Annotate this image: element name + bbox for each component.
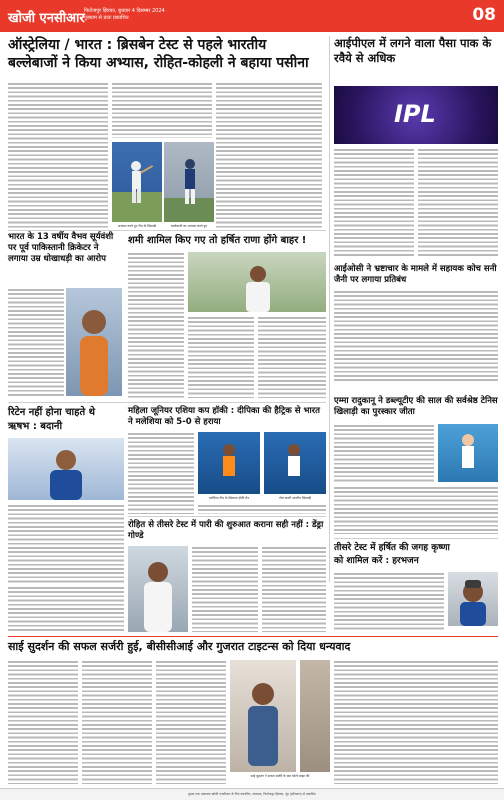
footer-imprint: मुद्रक तथा प्रकाशक खोजी एनसीआर के लिए प्रकाशित, संपादक, फिरोजपुर झिरका, नूंह (हरियाणा) से प्रकाशित [0,788,504,800]
harbhajan-body [334,572,444,632]
sai-hospital-icon [230,660,296,772]
harbhajan-headline [334,542,498,568]
ipl-headline: आईपीएल में लगने वाला पैसा पाक के रवैये से अधिक [334,36,492,65]
hockey-player-icon [198,432,260,494]
column-divider [329,36,330,582]
hockey-caption-left: मलेशिया टीम के खिलाफ हॉकी मैच [208,496,250,500]
ipl-logo-text: IPL [394,100,436,128]
rohit-body-col1 [192,546,258,632]
lead-headline [8,36,326,72]
edition-info [84,8,165,22]
emma-headline: एम्मा रादुकानू ने डब्ल्यूटीए की साल की सर्वश्रेष्ठ टेनिस खिलाड़ी का पुरस्कार जीता [334,396,498,417]
rohit-headline: रोहित से तीसरे टेस्ट में पारी की शुरुआत कराना सही नहीं : डेंड्रा गोण्डे [128,520,324,541]
lead-photo-right [164,142,214,222]
sai-body-col4 [334,660,498,784]
lead-photo-left [112,142,162,222]
ipl-body-col2 [418,148,498,258]
section-divider-4 [334,538,498,539]
shami-photo [188,252,326,312]
hockey-body-col2 [198,504,326,514]
rishabh-body [8,504,124,584]
shami-body-col2 [188,316,254,398]
harbhajan-portrait-icon [448,572,498,626]
emma-photo [438,424,498,482]
sai-photo-right [300,660,330,772]
hockey-caption-right: गोल करती भारतीय खिलाड़ी [278,496,312,500]
hockey-photo-left [198,432,260,494]
lead-caption-left: अभ्यास करते हुए टीम के खिलाड़ी [117,224,157,228]
hockey-goal-icon [264,432,326,494]
lead-caption-right: बल्लेबाजी का अभ्यास करते हुए [170,224,208,228]
surya-headline: भारत के 13 वर्षीय वैभव सूर्यवंशी पर पूर्व पाकिस्तानी क्रिकेटर ने लगाया उम्र धोखाधड़ी का आरोप [8,232,114,264]
rohit-portrait-icon [128,546,188,632]
rishabh-headline-line2: ऋषभ : बदानी [8,421,63,432]
section-divider-3 [128,516,326,517]
surya-body [8,288,64,396]
bowler-figure-icon [188,252,326,312]
lead-body-col2 [112,82,212,138]
page-number: 08 [472,5,496,25]
hockey-photo-right [264,432,326,494]
emma-body [334,424,434,482]
sai-body-col2 [82,660,152,784]
rishabh-photo [8,438,124,500]
sai-headline: साई सुदर्शन की सफल सर्जरी हुई, बीसीसीआई और गुजरात टाइटन्स को दिया धन्यवाद [8,640,351,653]
rishabh-headline [8,406,124,434]
edition-place: गुरुग्राम से प्रातः प्रकाशित [84,15,129,21]
sai-body-col1 [8,660,78,784]
cricketer-portrait-icon [8,438,124,500]
emma-body-2 [334,486,498,534]
batsman-figure-icon [112,142,162,222]
newspaper-logo: खोजी एनसीआर [8,11,85,26]
sai-photo-left [230,660,296,772]
tennis-player-icon [438,424,498,482]
harbhajan-headline-line1: तीसरे टेस्ट में हर्षित की जगह कृष्णा [334,543,450,553]
ioc-body [334,290,498,382]
lead-headline-line1: ऑस्ट्रेलिया / भारत : ब्रिसबेन टेस्ट से पहले भारतीय [8,37,267,53]
bottom-section-rule [8,636,498,637]
sai-body-col3 [156,660,226,784]
rohit-body-col2 [262,546,326,632]
surya-photo [66,288,122,396]
lead-body-col1 [8,82,108,230]
shami-headline: शमी शामिल किए गए तो हर्षित राणा होंगे बाहर ! [128,235,307,246]
player-portrait-icon [66,288,122,396]
section-divider [8,230,326,231]
shami-body-col3 [258,316,326,398]
ipl-logo-image [334,86,498,144]
sai-caption: साई सुदर्शन ने सफल सर्जरी के बाद फोटो साझा की [250,774,310,778]
lead-body-col3 [216,82,322,230]
section-divider-2 [8,402,326,403]
batter-figure-icon [164,142,214,222]
hockey-body-col1 [128,432,194,514]
harbhajan-photo [448,572,498,626]
rohit-body-left [8,586,124,632]
ipl-body-col1 [334,148,414,258]
edition-date: फिरोजपुर झिरका, बुधवार 4 दिसम्बर 2024 [84,8,165,14]
ioc-headline: आईओसी ने भ्रष्टाचार के मामले में सहायक कोच सनी जैनी पर लगाया प्रतिबंध [334,264,497,285]
shami-body-col1 [128,252,184,398]
rohit-photo [128,546,188,632]
harbhajan-headline-line2: को शामिल करें : हरभजन [334,556,419,566]
masthead [0,0,504,32]
hockey-headline: महिला जूनियर एशिया कप हॉकी : दीपिका की हैट्रिक से भारत ने मलेशिया को 5-0 से हराया [128,406,320,427]
lead-headline-line2: बल्लेबाजों ने किया अभ्यास, रोहित-कोहली ने बहाया पसीना [8,55,309,71]
rishabh-headline-line1: रिटेन नहीं होना चाहते थे [8,407,96,418]
